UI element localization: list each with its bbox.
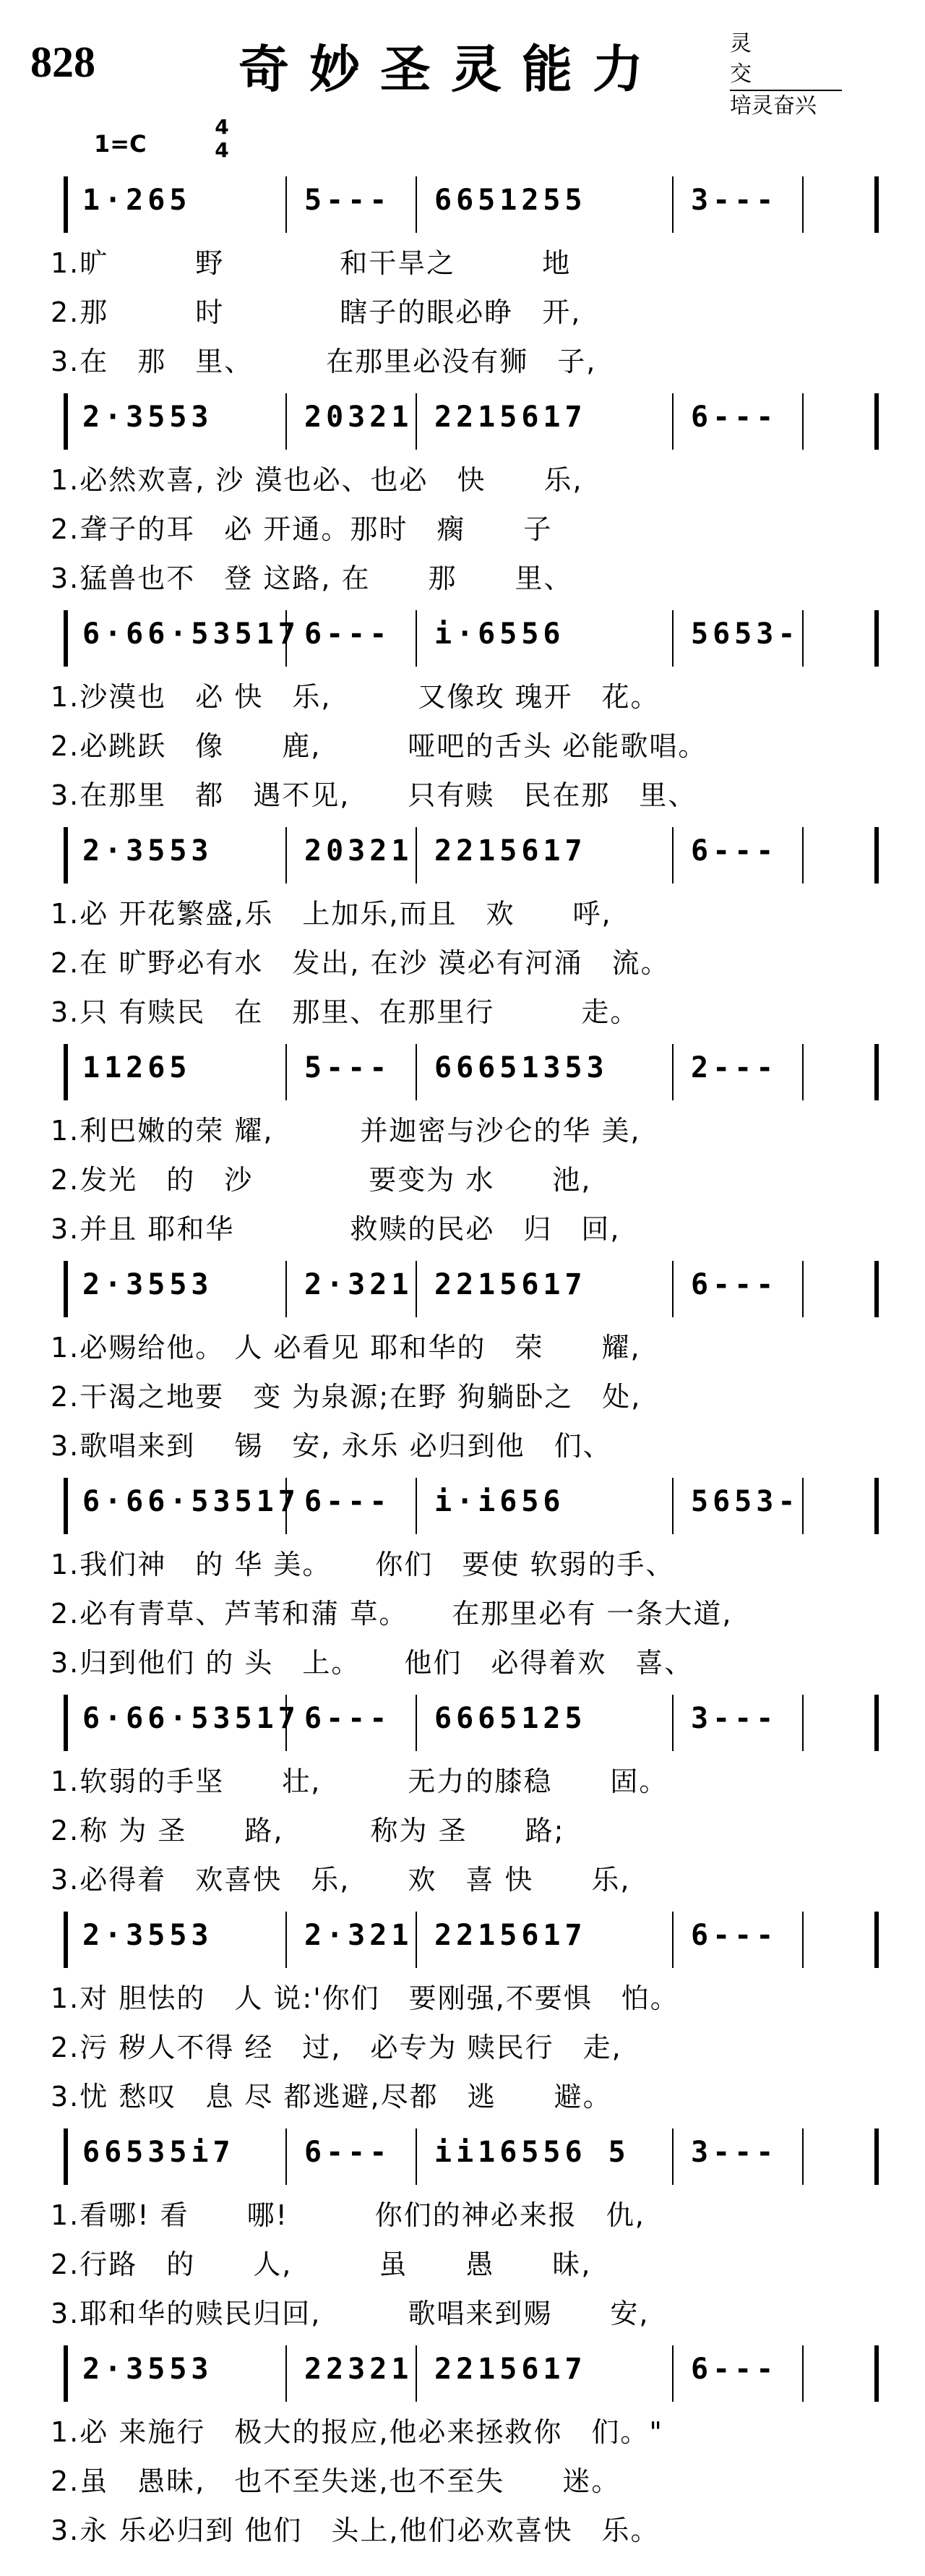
lyric-line: 1.对 胆怯的 人 说:'你们 要刚强,不要惧 怕。 — [51, 1982, 679, 2014]
lyric-line: 1.利巴嫩的荣 耀, 并迦密与沙仑的华 美, — [51, 1115, 641, 1147]
system — [0, 607, 925, 820]
measure-notes: 6651255 — [434, 184, 587, 217]
barline — [802, 1478, 804, 1534]
barline — [416, 393, 417, 450]
lyric-line: 1.软弱的手坚 壮, 无力的膝稳 固。 — [51, 1766, 668, 1797]
barline — [416, 1044, 417, 1100]
system — [0, 2126, 925, 2338]
barline — [802, 393, 804, 450]
barline — [416, 827, 417, 883]
barline — [285, 2345, 287, 2402]
measure-notes: 1·265 — [82, 184, 192, 217]
credit-line-1: 灵 交 — [730, 29, 842, 91]
notation-staff — [0, 1475, 925, 1540]
measure-notes: 6--- — [304, 2136, 392, 2169]
lyric-line: 2.必有青草、芦苇和蒲 草。 在那里必有 一条大道, — [51, 1598, 733, 1630]
barline — [416, 610, 417, 667]
measure-notes: 20321 — [304, 401, 413, 434]
system — [0, 824, 925, 1037]
measure-notes: 6·66·53517 — [82, 1485, 300, 1518]
measure-notes: 5--- — [304, 1051, 392, 1084]
barline — [672, 1261, 674, 1317]
barline — [285, 2128, 287, 2185]
system — [0, 1909, 925, 2121]
barline — [802, 1912, 804, 1968]
barline — [802, 1695, 804, 1751]
lyric-line: 3.必得着 欢喜快 乐, 欢 喜 快 乐, — [51, 1864, 631, 1896]
lyric-line: 3.在那里 都 遇不见, 只有赎 民在那 里、 — [51, 779, 697, 811]
measure-notes: 5653- — [691, 1485, 800, 1518]
system — [0, 1258, 925, 1471]
lyric-line: 2.必跳跃 像 鹿, 哑吧的舌头 必能歌唱。 — [51, 730, 707, 762]
barline — [672, 176, 674, 233]
measure-notes: 6--- — [304, 1702, 392, 1735]
barline — [672, 2345, 674, 2402]
barline — [64, 1044, 68, 1100]
barline — [802, 1044, 804, 1100]
time-signature-bottom: 4 — [215, 138, 229, 162]
barline — [802, 610, 804, 667]
measure-notes: 2·321 — [304, 1919, 413, 1952]
measure-notes: 6--- — [304, 1485, 392, 1518]
measure-notes: 6665125 — [434, 1702, 587, 1735]
notation-staff — [0, 2126, 925, 2191]
measure-notes: 2--- — [691, 1051, 778, 1084]
barline — [416, 1912, 417, 1968]
measure-notes: ii16556 5 — [434, 2136, 630, 2169]
lyric-line: 1.看哪! 看 哪! 你们的神必来报 仇, — [51, 2199, 645, 2231]
barline — [672, 827, 674, 883]
lyric-line: 3.忧 愁叹 息 尽 都逃避,尽都 逃 避。 — [51, 2081, 612, 2113]
system — [0, 1692, 925, 1904]
barline — [672, 393, 674, 450]
barline — [285, 176, 287, 233]
hymn-title: 奇妙圣灵能力 — [238, 40, 663, 99]
barline — [64, 1695, 68, 1751]
lyric-line: 1.必赐给他。 人 必看见 耶和华的 荣 耀, — [51, 1332, 641, 1364]
system — [0, 390, 925, 603]
notation-staff — [0, 174, 925, 239]
barline — [285, 1044, 287, 1100]
lyric-line: 1.必然欢喜, 沙 漠也必、也必 快 乐, — [51, 464, 583, 496]
barline — [285, 1261, 287, 1317]
barline — [672, 2128, 674, 2185]
barline — [285, 827, 287, 883]
system — [0, 1041, 925, 1254]
measure-notes: 6--- — [691, 1268, 778, 1301]
barline — [64, 827, 68, 883]
notation-staff — [0, 607, 925, 672]
measure-notes: 2·3553 — [82, 401, 213, 434]
key-signature: 1=C — [94, 130, 147, 158]
lyric-line: 2.污 秽人不得 经 过, 必专为 赎民行 走, — [51, 2032, 622, 2063]
barline — [416, 1478, 417, 1534]
system — [0, 174, 925, 386]
measure-notes: 5653- — [691, 617, 800, 651]
measure-notes: 66651353 — [434, 1051, 608, 1084]
notation-staff — [0, 1909, 925, 1974]
measure-notes: 2·3553 — [82, 834, 213, 868]
lyric-line: 3.歌唱来到 锡 安, 永乐 必归到他 们、 — [51, 1430, 612, 1462]
lyric-line: 2.干渴之地要 变 为泉源;在野 狗躺卧之 处, — [51, 1381, 642, 1413]
notation-staff — [0, 2342, 925, 2408]
credits — [730, 29, 842, 121]
lyric-line: 3.归到他们 的 头 上。 他们 必得着欢 喜、 — [51, 1647, 694, 1679]
barline — [802, 2345, 804, 2402]
notation-staff — [0, 1258, 925, 1323]
lyric-line: 3.耶和华的赎民归回, 歌唱来到赐 安, — [51, 2298, 650, 2329]
measure-notes: 66535i7 — [82, 2136, 235, 2169]
hymn-number: 828 — [30, 38, 95, 86]
measure-notes: 11265 — [82, 1051, 192, 1084]
measure-notes: 3--- — [691, 2136, 778, 2169]
measure-notes: 6·66·53517 — [82, 617, 300, 651]
barline — [672, 1044, 674, 1100]
barline — [802, 176, 804, 233]
lyric-line: 2.在 旷野必有水 发出, 在沙 漠必有河涌 流。 — [51, 947, 670, 979]
measure-notes: 2215617 — [434, 2353, 587, 2386]
barline — [874, 610, 879, 667]
barline — [416, 176, 417, 233]
barline — [874, 1695, 879, 1751]
measure-notes: 6--- — [691, 401, 778, 434]
lyric-line: 1.我们神 的 华 美。 你们 要使 软弱的手、 — [51, 1549, 675, 1580]
barline — [416, 1261, 417, 1317]
measure-notes: i·6556 — [434, 617, 565, 651]
barline — [416, 2128, 417, 2185]
measure-notes: 2215617 — [434, 1919, 587, 1952]
barline — [874, 1912, 879, 1968]
barline — [874, 1261, 879, 1317]
barline — [64, 1261, 68, 1317]
time-signature-top: 4 — [215, 115, 229, 139]
lyric-line: 2.发光 的 沙 要变为 水 池, — [51, 1164, 592, 1196]
lyric-line: 2.聋子的耳 必 开通。那时 瘸 子 — [51, 513, 553, 545]
barline — [64, 1478, 68, 1534]
barline — [874, 176, 879, 233]
measure-notes: 2·321 — [304, 1268, 413, 1301]
barline — [874, 827, 879, 883]
measure-notes: 2215617 — [434, 1268, 587, 1301]
measure-notes: 6--- — [691, 2353, 778, 2386]
barline — [802, 2128, 804, 2185]
notation-staff — [0, 824, 925, 889]
barline — [64, 2128, 68, 2185]
measure-notes: 2·3553 — [82, 1919, 213, 1952]
lyric-line: 3.并且 耶和华 救赎的民必 归 回, — [51, 1213, 621, 1245]
barline — [874, 2345, 879, 2402]
measure-notes: 6--- — [304, 617, 392, 651]
barline — [802, 827, 804, 883]
header — [0, 0, 925, 162]
lyric-line: 3.在 那 里、 在那里必没有狮 子, — [51, 346, 597, 377]
lyric-line: 2.行路 的 人, 虽 愚 昧, — [51, 2248, 592, 2280]
lyric-line: 2.那 时 瞎子的眼必睁 开, — [51, 296, 582, 328]
measure-notes: 3--- — [691, 184, 778, 217]
notation-staff — [0, 390, 925, 455]
barline — [672, 1912, 674, 1968]
measure-notes: 2·3553 — [82, 1268, 213, 1301]
lyric-line: 1.必 来施行 极大的报应,他必来拯救你 们。" — [51, 2416, 663, 2448]
lyric-line: 1.旷 野 和干旱之 地 — [51, 247, 572, 279]
measure-notes: 22321 — [304, 2353, 413, 2386]
barline — [874, 2128, 879, 2185]
barline — [416, 1695, 417, 1751]
notation-staff — [0, 1692, 925, 1757]
measure-notes: 3--- — [691, 1702, 778, 1735]
barline — [64, 1912, 68, 1968]
barline — [285, 393, 287, 450]
system — [0, 2342, 925, 2555]
lyric-line: 2.称 为 圣 路, 称为 圣 路; — [51, 1815, 565, 1847]
measure-notes: i·i656 — [434, 1485, 565, 1518]
measure-notes: 6·66·53517 — [82, 1702, 300, 1735]
barline — [672, 1478, 674, 1534]
time-signature — [211, 116, 233, 162]
lyric-line: 2.虽 愚昧, 也不至失迷,也不至失 迷。 — [51, 2465, 621, 2497]
barline — [874, 1478, 879, 1534]
barline — [672, 610, 674, 667]
barline — [64, 2345, 68, 2402]
lyric-line: 3.永 乐必归到 他们 头上,他们必欢喜快 乐。 — [51, 2515, 660, 2546]
notation-staff — [0, 1041, 925, 1106]
measure-notes: 2·3553 — [82, 2353, 213, 2386]
measure-notes: 6--- — [691, 1919, 778, 1952]
measure-notes: 5--- — [304, 184, 392, 217]
credit-line-2: 培灵奋兴 — [730, 93, 817, 119]
lyric-line: 1.必 开花繁盛,乐 上加乐,而且 欢 呼, — [51, 898, 612, 930]
barline — [285, 1912, 287, 1968]
barline — [64, 610, 68, 667]
measure-notes: 20321 — [304, 834, 413, 868]
barline — [672, 1695, 674, 1751]
barline — [874, 393, 879, 450]
system — [0, 1475, 925, 1687]
barline — [416, 2345, 417, 2402]
measure-notes: 6--- — [691, 834, 778, 868]
barline — [64, 176, 68, 233]
measure-notes: 2215617 — [434, 834, 587, 868]
barline — [802, 1261, 804, 1317]
measure-notes: 2215617 — [434, 401, 587, 434]
lyric-line: 3.猛兽也不 登 这路, 在 那 里、 — [51, 562, 573, 594]
barline — [64, 393, 68, 450]
lyric-line: 1.沙漠也 必 快 乐, 又像玫 瑰开 花。 — [51, 681, 660, 713]
barline — [874, 1044, 879, 1100]
lyric-line: 3.只 有赎民 在 那里、在那里行 走。 — [51, 996, 640, 1028]
